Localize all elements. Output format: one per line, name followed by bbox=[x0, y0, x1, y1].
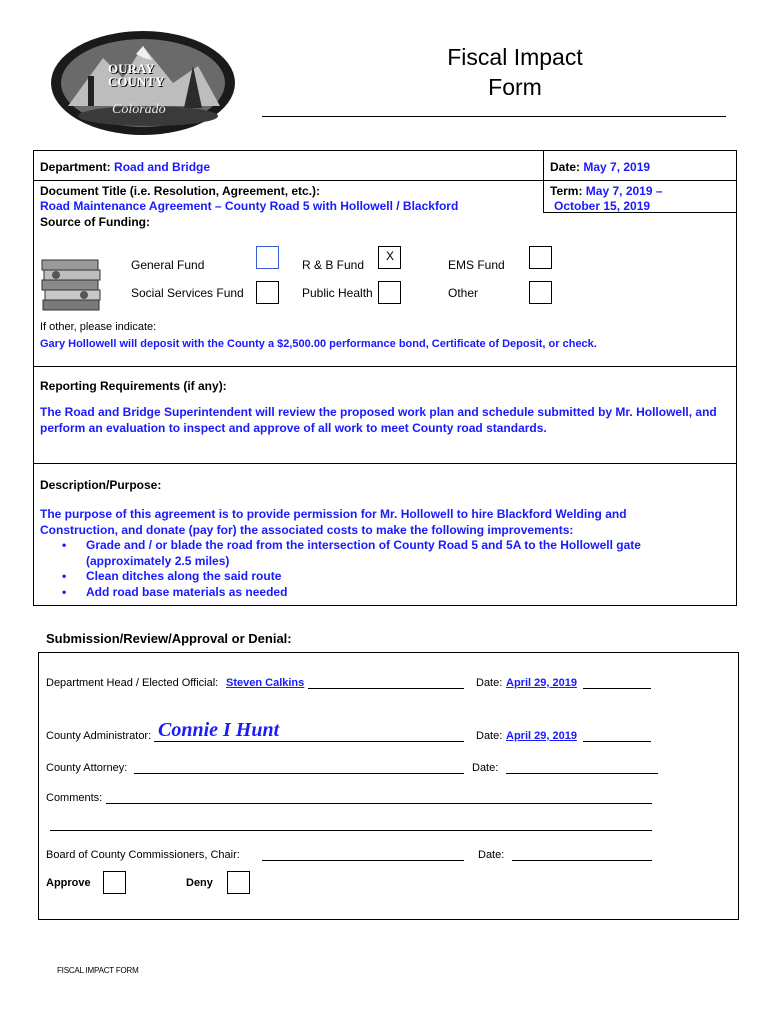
rb-fund-check-mark: X bbox=[386, 249, 395, 263]
county-logo bbox=[48, 28, 238, 138]
department-label: Department: bbox=[40, 160, 111, 174]
form-title-line2: Form bbox=[488, 74, 542, 100]
money-stack-icon bbox=[40, 254, 102, 314]
county-admin-date-value[interactable]: April 29, 2019 bbox=[506, 730, 577, 742]
general-fund-checkbox[interactable] bbox=[256, 246, 279, 269]
comments-label: Comments: bbox=[46, 792, 103, 804]
ems-fund-label: EMS Fund bbox=[448, 258, 505, 272]
description-text: The purpose of this agreement is to provide permission for Mr. Hollowell to hire Blackford Welding and Construction, and donate (pay for) the associated costs to make the following improvements: bbox=[40, 507, 627, 537]
title-rule bbox=[262, 116, 726, 117]
board-chair-field[interactable] bbox=[262, 860, 464, 861]
deny-label: Deny bbox=[186, 877, 213, 889]
if-other-label: If other, please indicate: bbox=[40, 321, 157, 333]
date-label: Date: bbox=[550, 160, 581, 174]
row-divider-4 bbox=[33, 463, 737, 464]
board-date-field[interactable] bbox=[512, 860, 652, 861]
department-value: Road and Bridge bbox=[114, 160, 211, 174]
reporting-label: Reporting Requirements (if any): bbox=[40, 379, 227, 393]
form-title-line1: Fiscal Impact bbox=[447, 44, 583, 70]
rb-fund-label: R & B Fund bbox=[302, 258, 365, 272]
submission-heading: Submission/Review/Approval or Denial: bbox=[46, 631, 292, 646]
dept-head-value[interactable]: Steven Calkins bbox=[226, 677, 305, 689]
social-services-label: Social Services Fund bbox=[131, 286, 244, 300]
public-health-label: Public Health bbox=[302, 286, 373, 300]
social-services-checkbox[interactable] bbox=[256, 281, 279, 304]
public-health-checkbox[interactable] bbox=[378, 281, 401, 304]
deny-checkbox[interactable] bbox=[227, 871, 250, 894]
comments-field-line1[interactable] bbox=[106, 803, 652, 804]
source-of-funding-label: Source of Funding: bbox=[40, 215, 150, 229]
county-attorney-field[interactable] bbox=[134, 773, 464, 774]
term-label: Term: bbox=[550, 184, 583, 198]
board-date-label: Date: bbox=[478, 849, 505, 861]
bullet-item: • Add road base materials as needed bbox=[40, 585, 690, 601]
county-attorney-date-label: Date: bbox=[472, 762, 499, 774]
ems-fund-checkbox[interactable] bbox=[529, 246, 552, 269]
department-row bbox=[40, 160, 210, 174]
row-divider-3 bbox=[33, 366, 737, 367]
dept-head-date-label: Date: bbox=[476, 677, 503, 689]
general-fund-label: General Fund bbox=[131, 258, 205, 272]
dept-head-date-underline bbox=[583, 688, 651, 689]
rb-fund-checkbox[interactable] bbox=[378, 246, 401, 269]
date-row bbox=[550, 160, 650, 174]
approve-label: Approve bbox=[46, 877, 91, 889]
county-admin-underline bbox=[154, 741, 464, 742]
document-title-value: Road Maintenance Agreement – County Road 5 with Hollowell / Blackford bbox=[40, 199, 459, 213]
board-chair-label: Board of County Commissioners, Chair: bbox=[46, 849, 240, 861]
document-title-label: Document Title (i.e. Resolution, Agreement, etc.): bbox=[40, 184, 321, 198]
other-fund-checkbox[interactable] bbox=[529, 281, 552, 304]
other-fund-label: Other bbox=[448, 286, 479, 300]
county-admin-date-underline bbox=[583, 741, 651, 742]
footer-text: FISCAL IMPACT FORM bbox=[57, 966, 139, 975]
term-value-line1: May 7, 2019 – bbox=[585, 184, 663, 198]
row-divider-1 bbox=[33, 180, 737, 181]
dept-head-label: Department Head / Elected Official: bbox=[46, 677, 219, 689]
form-title bbox=[400, 42, 630, 102]
dept-head-underline bbox=[308, 688, 464, 689]
logo-script-text: Colorado bbox=[112, 102, 166, 117]
reporting-text: The Road and Bridge Superintendent will review the proposed work plan and schedule submitted by Mr. Hollowell, and perform an evaluation to inspect and approve of all work to meet County road standards. bbox=[40, 405, 717, 435]
date-value: May 7, 2019 bbox=[583, 160, 651, 174]
dept-head-date-value[interactable]: April 29, 2019 bbox=[506, 677, 577, 689]
description-bullets bbox=[40, 538, 690, 600]
county-attorney-label: County Attorney: bbox=[46, 762, 128, 774]
county-admin-date-label: Date: bbox=[476, 730, 503, 742]
county-admin-label: County Administrator: bbox=[46, 730, 152, 742]
logo-county-name: OURAY COUNTY bbox=[108, 61, 165, 89]
term-value-line2: October 15, 2019 bbox=[554, 199, 651, 213]
if-other-value: Gary Hollowell will deposit with the County a $2,500.00 performance bond, Certificate of Deposit, or check. bbox=[40, 338, 597, 350]
approve-checkbox[interactable] bbox=[103, 871, 126, 894]
comments-field-line2[interactable] bbox=[50, 830, 652, 831]
county-admin-signature: Connie I Hunt bbox=[158, 719, 280, 741]
bullet-item: • Grade and / or blade the road from the intersection of County Road 5 and 5A to the Hollowell gate (approximately 2.5 miles) bbox=[40, 538, 690, 569]
bullet-item: • Clean ditches along the said route bbox=[40, 569, 690, 585]
term-row bbox=[550, 184, 663, 198]
county-attorney-date-field[interactable] bbox=[506, 773, 658, 774]
header-divider-vertical bbox=[543, 150, 544, 213]
submission-box bbox=[38, 652, 739, 920]
description-label: Description/Purpose: bbox=[40, 478, 162, 492]
